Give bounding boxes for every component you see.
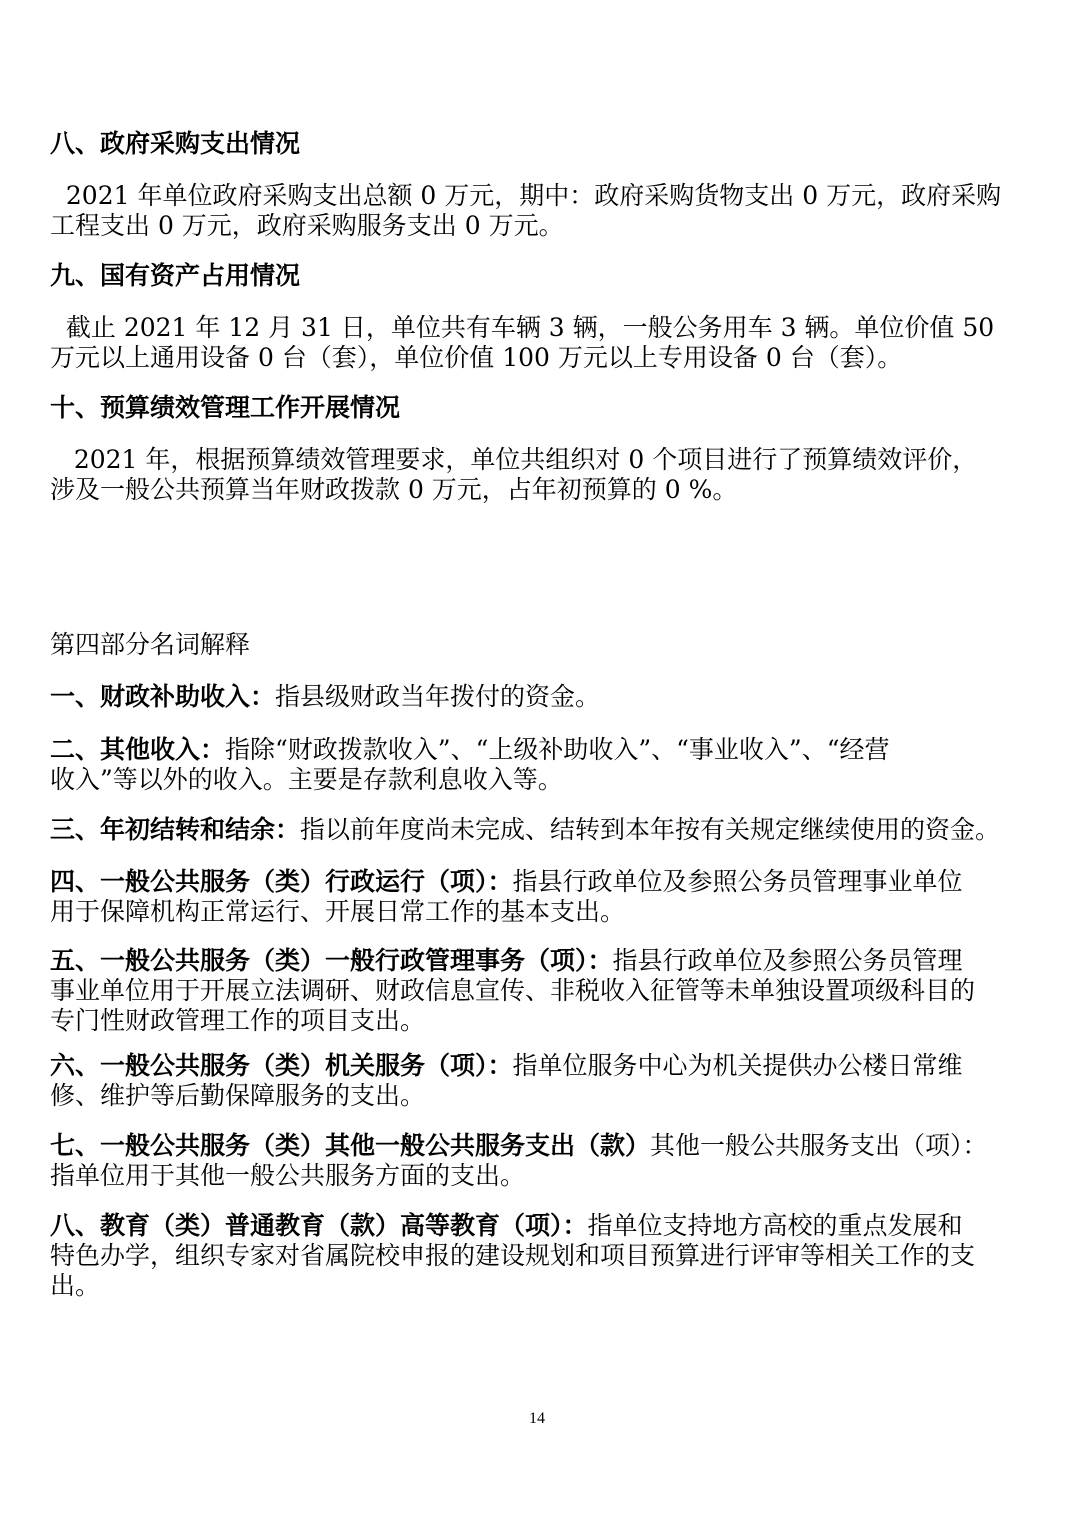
paragraph-line: 截止 2021 年 12 月 31 日，单位共有车辆 3 辆，一般公务用车 3 辆。单位价值 50 (50, 313, 995, 342)
glossary-definition: 指单位服务中心为机关提供办公楼日常维 (512, 1051, 963, 1080)
page-number: 14 (529, 1410, 545, 1427)
section-heading-assets: 九、国有资产占用情况 (50, 261, 301, 290)
glossary-definition: 指县级财政当年拨付的资金。 (275, 682, 601, 711)
glossary-title: 第四部分名词解释 (50, 630, 251, 659)
paragraph-line: 万元以上通用设备 0 台（套），单位价值 100 万元以上专用设备 0 台（套）。 (50, 343, 903, 372)
glossary-definition: 特色办学，组织专家对省属院校申报的建设规划和项目预算进行评审等相关工作的支 (50, 1241, 976, 1270)
glossary-definition: 指以前年度尚未完成、结转到本年按有关规定继续使用的资金。 (300, 815, 1001, 844)
glossary-definition: 专门性财政管理工作的项目支出。 (50, 1006, 426, 1035)
glossary-definition: 指县行政单位及参照公务员管理 (612, 946, 963, 975)
glossary-term: 六、一般公共服务（类）机关服务（项）： (50, 1051, 513, 1080)
paragraph-line: 2021 年单位政府采购支出总额 0 万元，期中：政府采购货物支出 0 万元，政府采购 (50, 181, 1002, 210)
glossary-item (50, 946, 1000, 1036)
paragraph-line: 工程支出 0 万元，政府采购服务支出 0 万元。 (50, 211, 564, 240)
glossary-term: 七、一般公共服务（类）其他一般公共服务支出（款） (50, 1131, 651, 1160)
glossary-term: 二、其他收入： (50, 735, 226, 764)
section-body-assets (50, 313, 1000, 373)
section-body-procurement (50, 181, 1000, 241)
glossary-definition: 用于保障机构正常运行、开展日常工作的基本支出。 (50, 897, 626, 926)
glossary-item (50, 735, 1000, 795)
glossary-item (50, 682, 1000, 712)
glossary-definition: 其他一般公共服务支出（项）： (650, 1131, 988, 1160)
paragraph-line: 2021 年，根据预算绩效管理要求，单位共组织对 0 个项目进行了预算绩效评价， (50, 445, 978, 474)
glossary-term: 一、财政补助收入： (50, 682, 276, 711)
glossary-definition: 事业单位用于开展立法调研、财政信息宣传、非税收入征管等未单独设置项级科目的 (50, 976, 976, 1005)
glossary-item (50, 867, 1000, 927)
glossary-item (50, 815, 1000, 845)
paragraph-line: 涉及一般公共预算当年财政拨款 0 万元，占年初预算的 0 %。 (50, 475, 738, 504)
glossary-item (50, 1131, 1000, 1191)
glossary-definition: 收入”等以外的收入。主要是存款利息收入等。 (50, 765, 563, 794)
glossary-term: 八、教育（类）普通教育（款）高等教育（项）： (50, 1211, 588, 1240)
glossary-item (50, 1211, 1000, 1301)
glossary-term: 四、一般公共服务（类）行政运行（项）： (50, 867, 513, 896)
glossary-definition: 指单位支持地方高校的重点发展和 (587, 1211, 963, 1240)
glossary-definition: 修、维护等后勤保障服务的支出。 (50, 1081, 426, 1110)
glossary-term: 三、年初结转和结余： (50, 815, 301, 844)
glossary-term: 五、一般公共服务（类）一般行政管理事务（项）： (50, 946, 613, 975)
section-body-performance (50, 445, 1000, 505)
section-heading-procurement: 八、政府采购支出情况 (50, 129, 301, 158)
glossary-definition: 指县行政单位及参照公务员管理事业单位 (512, 867, 963, 896)
glossary-item (50, 1051, 1000, 1111)
section-heading-performance: 十、预算绩效管理工作开展情况 (50, 393, 401, 422)
glossary-definition: 出。 (50, 1271, 101, 1300)
glossary-definition: 指除“财政拨款收入”、“上级补助收入”、“事业收入”、“经营 (225, 735, 890, 764)
glossary-definition: 指单位用于其他一般公共服务方面的支出。 (50, 1161, 526, 1190)
